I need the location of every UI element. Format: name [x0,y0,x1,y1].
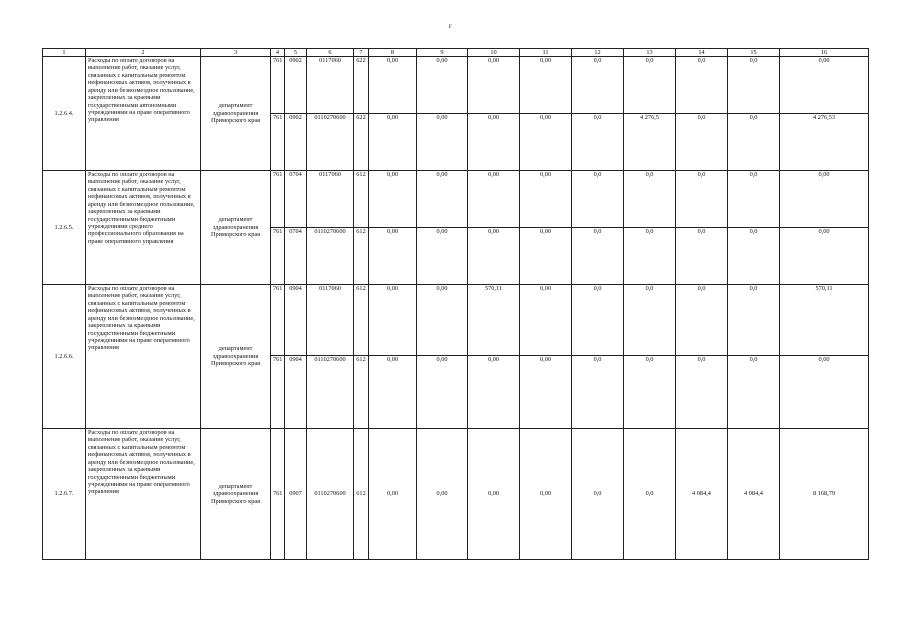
amount-cell: 0,00 [369,228,417,285]
amount-cell: 0,0 [676,171,728,228]
amount-cell: 0,0 [572,57,624,114]
column-number: 6 [307,49,354,57]
amount-cell: 0,00 [468,171,520,228]
expense-type-code: 612 [354,228,369,285]
amount-cell: 0,0 [676,114,728,171]
item-number: 1.2.6.5. [43,171,86,285]
column-number-row [43,49,869,57]
section-code: 0902 [285,114,307,171]
amount-cell: 0,00 [520,228,572,285]
column-number: 1 [43,49,86,57]
target-article-code: 0117060 [307,285,354,356]
ministry-code: 761 [271,171,285,228]
amount-cell: 0,00 [468,356,520,429]
amount-cell: 0,00 [369,171,417,228]
amount-cell: 0,00 [468,228,520,285]
item-number: 1.2.6.7. [43,429,86,560]
target-article-code: 0117060 [307,171,354,228]
item-number: 1.2.6.6. [43,285,86,429]
amount-cell: 0,00 [417,171,468,228]
ministry-code: 761 [271,285,285,356]
amount-cell: 0,0 [572,429,624,560]
section-code: 0704 [285,171,307,228]
amount-cell: 0,0 [676,228,728,285]
amount-cell: 0,00 [780,228,869,285]
amount-cell: 0,0 [624,285,676,356]
department-name: департамент здравоохранения Приморского края [201,285,271,429]
column-number: 9 [417,49,468,57]
column-number: 12 [572,49,624,57]
amount-cell: 0,00 [520,429,572,560]
column-number: 3 [201,49,271,57]
amount-cell: 0,0 [728,57,780,114]
table-row [43,57,869,114]
amount-cell: 0,0 [676,285,728,356]
target-article-code: 0110270600 [307,114,354,171]
table-row [43,285,869,356]
budget-table [42,48,869,560]
amount-cell: 0,00 [417,356,468,429]
amount-cell: 0,0 [624,57,676,114]
amount-cell: 0,0 [728,285,780,356]
column-number: 2 [86,49,201,57]
amount-cell: 0,0 [572,228,624,285]
ministry-code: 761 [271,114,285,171]
amount-cell: 0,00 [417,228,468,285]
expense-type-code: 622 [354,114,369,171]
amount-cell: 0,00 [520,285,572,356]
amount-cell: 0,00 [468,429,520,560]
table-row [43,171,869,228]
column-number: 11 [520,49,572,57]
column-number: 13 [624,49,676,57]
page-mark: r [449,22,452,30]
amount-cell: 0,0 [624,171,676,228]
amount-cell: 0,0 [676,356,728,429]
amount-cell: 0,0 [572,114,624,171]
column-number: 8 [369,49,417,57]
expense-type-code: 622 [354,57,369,114]
amount-cell: 0,0 [624,356,676,429]
section-code: 0904 [285,356,307,429]
amount-cell: 4 276,53 [780,114,869,171]
amount-cell: 4 084,4 [676,429,728,560]
amount-cell: 0,0 [728,114,780,171]
ministry-code: 761 [271,356,285,429]
amount-cell: 0,00 [417,429,468,560]
department-name: департамент здравоохранения Приморского края [201,171,271,285]
amount-cell: 0,0 [676,57,728,114]
department-name: департамент здравоохранения Приморского края [201,429,271,560]
amount-cell: 0,00 [369,114,417,171]
column-number: 4 [271,49,285,57]
amount-cell: 0,0 [572,356,624,429]
amount-cell: 4 084,4 [728,429,780,560]
amount-cell: 0,00 [369,285,417,356]
amount-cell: 570,11 [780,285,869,356]
column-number: 7 [354,49,369,57]
section-code: 0902 [285,57,307,114]
item-number: 1.2.6.4. [43,57,86,171]
target-article-code: 0110270600 [307,429,354,560]
amount-cell: 8 168,79 [780,429,869,560]
section-code: 0904 [285,285,307,356]
column-number: 16 [780,49,869,57]
amount-cell: 0,0 [728,228,780,285]
amount-cell: 0,00 [520,356,572,429]
amount-cell: 0,00 [520,114,572,171]
amount-cell: 0,00 [780,57,869,114]
amount-cell: 570,11 [468,285,520,356]
expense-type-code: 612 [354,285,369,356]
amount-cell: 0,00 [369,356,417,429]
ministry-code: 761 [271,57,285,114]
section-code: 0907 [285,429,307,560]
expense-type-code: 612 [354,356,369,429]
table-row [43,429,869,560]
amount-cell: 0,0 [624,429,676,560]
column-number: 15 [728,49,780,57]
amount-cell: 0,0 [624,228,676,285]
item-description: Расходы по оплате договоров на выполнение работ, оказание услуг, связанных с капитальным ремонтом нефинансовых активов, полученных в аренду или безвозмездное пользование, закрепленных за краевыми государственными бюджетными учреждениями на праве оперативного управления [86,429,201,560]
amount-cell: 0,00 [417,114,468,171]
column-number: 10 [468,49,520,57]
item-description: Расходы по оплате договоров на выполнение работ, оказание услуг, связанных с капитальным ремонтом нефинансовых активов, полученных в аренду или безвозмездное пользование, закрепленных за краевыми государственными бюджетными учреждениями среднего профессионального образования на праве оперативного управления [86,171,201,285]
amount-cell: 0,0 [572,171,624,228]
section-code: 0704 [285,228,307,285]
amount-cell: 0,00 [369,429,417,560]
department-name: департамент здравоохранения Приморского края [201,57,271,171]
ministry-code: 761 [271,429,285,560]
amount-cell: 0,00 [417,285,468,356]
amount-cell: 0,00 [520,171,572,228]
target-article-code: 0117060 [307,57,354,114]
target-article-code: 0110270600 [307,356,354,429]
amount-cell: 0,00 [369,57,417,114]
amount-cell: 0,00 [468,114,520,171]
item-description: Расходы по оплате договоров на выполнение работ, оказание услуг, связанных с капитальным ремонтом нефинансовых активов, полученных в аренду или безвозмездное пользование, закрепленных за краевыми государственными бюджетными учреждениями на праве оперативного управления [86,285,201,429]
amount-cell: 4 276,5 [624,114,676,171]
amount-cell: 0,00 [780,356,869,429]
amount-cell: 0,0 [728,356,780,429]
amount-cell: 0,0 [728,171,780,228]
amount-cell: 0,00 [468,57,520,114]
target-article-code: 0110270600 [307,228,354,285]
amount-cell: 0,00 [520,57,572,114]
expense-type-code: 612 [354,171,369,228]
amount-cell: 0,0 [572,285,624,356]
amount-cell: 0,00 [780,171,869,228]
item-description: Расходы по оплате договоров на выполнение работ, оказание услуг, связанных с капитальным ремонтом нефинансовых активов, полученных в аренду или безвозмездное пользование, закрепленных за краевыми государственными автономными учреждениями на праве оперативного управления [86,57,201,171]
column-number: 5 [285,49,307,57]
amount-cell: 0,00 [417,57,468,114]
expense-type-code: 612 [354,429,369,560]
ministry-code: 761 [271,228,285,285]
column-number: 14 [676,49,728,57]
